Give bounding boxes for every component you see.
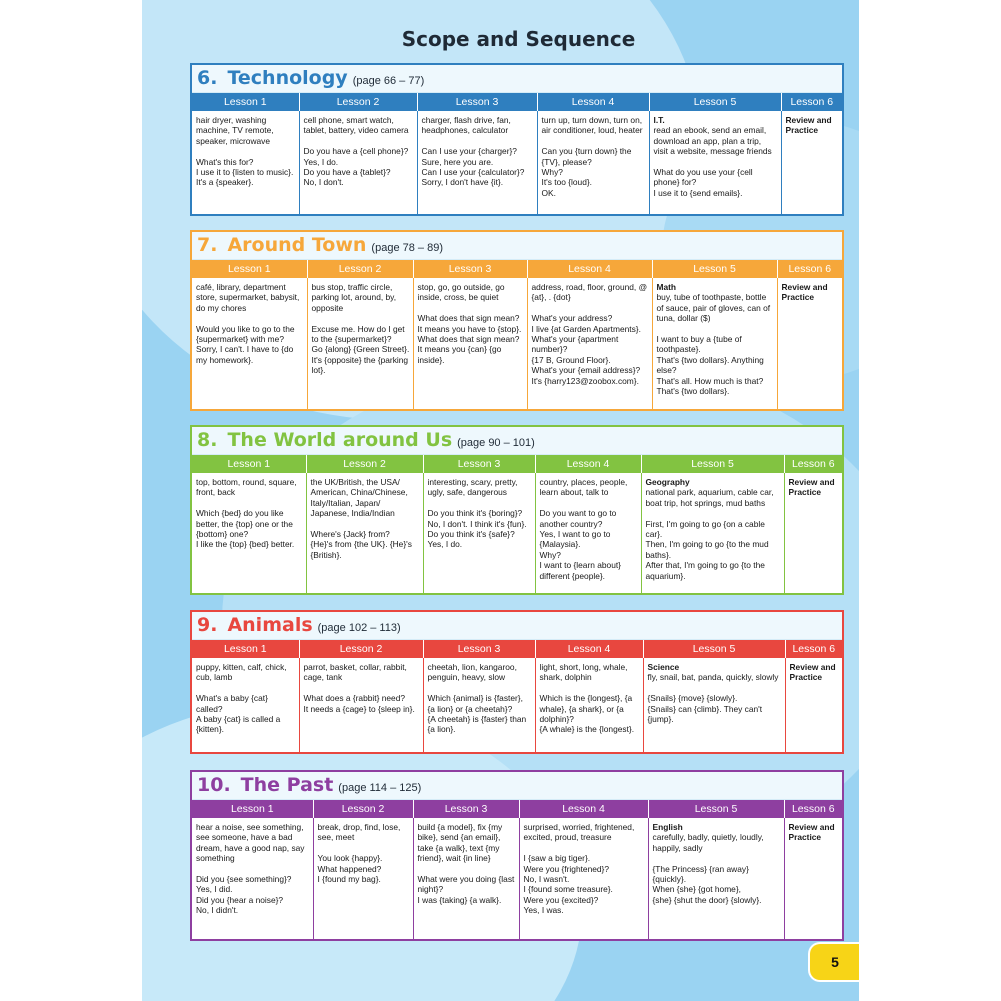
lesson-cell: cheetah, lion, kangaroo, penguin, heavy, slow Which {animal} is {faster}, {a lion} or {a cheetah}? {A cheetah} is {faster} than {a lion}. bbox=[423, 658, 535, 752]
lesson-header: Lesson 3 bbox=[413, 260, 527, 278]
lesson-cell: parrot, basket, collar, rabbit, cage, tank What does a {rabbit} need? It needs a {cage} to {sleep in}. bbox=[299, 658, 423, 752]
lesson-header: Lesson 4 bbox=[519, 800, 648, 818]
unit-title: Technology bbox=[227, 67, 348, 89]
lesson-cell: cell phone, smart watch, tablet, battery, video camera Do you have a {cell phone}? Yes, I do. Do you have a {tablet}? No, I don't. bbox=[299, 111, 417, 214]
lesson-header: Lesson 5 bbox=[649, 93, 781, 111]
lesson-cell: bus stop, traffic circle, parking lot, around, by, opposite Excuse me. How do I get to the {supermarket}? Go {along} {Green Street}. It's {opposite} the {parking lot}. bbox=[307, 278, 413, 409]
lesson-cell: build {a model}, fix {my bike}, send {an email}, take {a walk}, text {my friend}, wait {in line} What were you doing {last night}? I was {taking} {a walk}. bbox=[413, 818, 519, 939]
lesson-cell: break, drop, find, lose, see, meet You look {happy}. What happened? I {found my bag}. bbox=[313, 818, 413, 939]
lesson-cell: charger, flash drive, fan, headphones, calculator Can I use your {charger}? Sure, here you are. Can I use your {calculator}? Sorry, I don't have {it}. bbox=[417, 111, 537, 214]
lesson-cell: café, library, department store, supermarket, babysit, do my chores Would you like to go to the {supermarket} with me? Sorry, I can't. I have to {do my homework}. bbox=[192, 278, 307, 409]
subject-label: Science bbox=[647, 662, 680, 672]
lesson-header: Lesson 5 bbox=[648, 800, 784, 818]
unit-title: Around Town bbox=[227, 234, 367, 256]
unit-header bbox=[192, 772, 842, 800]
unit-number: 7. bbox=[197, 234, 218, 256]
unit-header bbox=[192, 232, 842, 260]
lesson-header: Lesson 3 bbox=[413, 800, 519, 818]
lesson-cell: puppy, kitten, calf, chick, cub, lamb What's a baby {cat} called? A baby {cat} is called a {kitten}. bbox=[192, 658, 299, 752]
lesson-header: Lesson 3 bbox=[417, 93, 537, 111]
lesson-table bbox=[192, 800, 842, 939]
unit-title: The World around Us bbox=[227, 429, 453, 451]
lesson-header: Lesson 2 bbox=[307, 260, 413, 278]
lesson-cell-cross-curricular bbox=[643, 658, 785, 752]
lesson-cell: light, short, long, whale, shark, dolphin Which is the {longest}, {a whale}, {a shark}, or {a dolphin}? {A whale} is the {longest}. bbox=[535, 658, 643, 752]
lesson-header: Lesson 4 bbox=[535, 640, 643, 658]
lesson-table bbox=[192, 640, 842, 752]
lesson-cell-text: read an ebook, send an email, download an app, plan a trip, visit a website, message friends What do you use your {cell phone} for? I use it to {send emails}. bbox=[653, 125, 772, 198]
lesson-cell: turn up, turn down, turn on, air conditioner, loud, heater Can you {turn down} the {TV}, please? Why? It's too {loud}. OK. bbox=[537, 111, 649, 214]
lesson-header: Lesson 5 bbox=[641, 455, 784, 473]
lesson-header: Lesson 4 bbox=[535, 455, 641, 473]
lesson-header: Lesson 4 bbox=[527, 260, 652, 278]
lesson-cell-text: buy, tube of toothpaste, bottle of sauce, pair of gloves, can of tuna, dollar ($) I want to buy a {tube of toothpaste}. That's {two dollars}. Anything else? That's all. How much is that? That's {two dollars}. bbox=[656, 292, 771, 397]
unit-pages: (page 90 – 101) bbox=[457, 437, 535, 449]
lesson-cell: country, places, people, learn about, talk to Do you want to go to another country? Yes, I want to go to {Malaysia}. Why? I want to {learn about} different {people}. bbox=[535, 473, 641, 593]
lesson-header: Lesson 4 bbox=[537, 93, 649, 111]
lesson-header: Lesson 2 bbox=[299, 93, 417, 111]
lesson-header: Lesson 6 bbox=[784, 800, 842, 818]
unit-header bbox=[192, 612, 842, 640]
unit-number: 9. bbox=[197, 614, 218, 636]
lesson-cell: stop, go, go outside, go inside, cross, be quiet What does that sign mean? It means you have to {stop}. What does that sign mean? It means you {can} {go inside}. bbox=[413, 278, 527, 409]
subject-label: English bbox=[652, 822, 683, 832]
unit-8-the-world-around-us bbox=[190, 425, 844, 595]
unit-title: Animals bbox=[227, 614, 313, 636]
lesson-header: Lesson 2 bbox=[299, 640, 423, 658]
subject-label: I.T. bbox=[653, 115, 665, 125]
lesson-header: Lesson 1 bbox=[192, 640, 299, 658]
lesson-cell-text: fly, snail, bat, panda, quickly, slowly {Snails} {move} {slowly}. {Snails} can {climb}. They can't {jump}. bbox=[647, 672, 779, 725]
lesson-cell: the UK/British, the USA/ American, China/Chinese, Italy/Italian, Japan/ Japanese, India/Indian Where's {Jack} from? {He}'s from {the UK}. {He}'s {British}. bbox=[306, 473, 423, 593]
lesson-cell: interesting, scary, pretty, ugly, safe, dangerous Do you think it's {boring}? No, I don't. I think it's {fun}. Do you think it's {safe}? Yes, I do. bbox=[423, 473, 535, 593]
unit-6-technology bbox=[190, 63, 844, 216]
lesson-cell: hear a noise, see something, see someone, have a bad dream, have a good nap, say something Did you {see something}? Yes, I did. Did you {hear a noise}? No, I didn't. bbox=[192, 818, 313, 939]
unit-header bbox=[192, 427, 842, 455]
lesson-header: Lesson 3 bbox=[423, 455, 535, 473]
lesson-header: Lesson 6 bbox=[784, 455, 842, 473]
lesson-table bbox=[192, 260, 842, 409]
lesson-cell-cross-curricular bbox=[648, 818, 784, 939]
lesson-cell: hair dryer, washing machine, TV remote, speaker, microwave What's this for? I use it to {listen to music}. It's a {speaker}. bbox=[192, 111, 299, 214]
lesson-cell-review: Review and Practice bbox=[785, 115, 832, 136]
lesson-header: Lesson 6 bbox=[781, 93, 842, 111]
unit-pages: (page 66 – 77) bbox=[352, 75, 425, 87]
lesson-cell-text: national park, aquarium, cable car, boat trip, hot springs, mud baths First, I'm going to go {on a cable car}. Then, I'm going to go {to the mud baths}. After that, I'm going to go {to the aquarium}. bbox=[645, 487, 774, 581]
subject-label: Math bbox=[656, 282, 677, 292]
lesson-header: Lesson 3 bbox=[423, 640, 535, 658]
unit-9-animals bbox=[190, 610, 844, 754]
lesson-cell-cross-curricular bbox=[641, 473, 784, 593]
lesson-header: Lesson 5 bbox=[652, 260, 777, 278]
lesson-cell: address, road, floor, ground, @ {at}, . {dot} What's your address? I live {at Garden Apartments}. What's your {apartment number}? {17 B, Ground Floor}. What's your {email address}? It's {harry123@zoobox.com}. bbox=[527, 278, 652, 409]
unit-title: The Past bbox=[240, 774, 334, 796]
unit-number: 8. bbox=[197, 429, 218, 451]
lesson-header: Lesson 1 bbox=[192, 800, 313, 818]
unit-header bbox=[192, 65, 842, 93]
unit-10-the-past bbox=[190, 770, 844, 941]
lesson-cell-review: Review and Practice bbox=[788, 822, 835, 843]
page-number: 5 bbox=[810, 944, 859, 980]
lesson-cell-review: Review and Practice bbox=[781, 282, 828, 303]
lesson-cell-cross-curricular bbox=[652, 278, 777, 409]
page bbox=[142, 0, 859, 1001]
lesson-cell-cross-curricular bbox=[649, 111, 781, 214]
unit-pages: (page 114 – 125) bbox=[338, 782, 422, 794]
lesson-header: Lesson 2 bbox=[306, 455, 423, 473]
lesson-header: Lesson 6 bbox=[777, 260, 842, 278]
lesson-cell-review: Review and Practice bbox=[789, 662, 836, 683]
lesson-table bbox=[192, 93, 842, 214]
lesson-header: Lesson 1 bbox=[192, 455, 306, 473]
lesson-header: Lesson 6 bbox=[785, 640, 842, 658]
lesson-cell-review: Review and Practice bbox=[788, 477, 835, 498]
lesson-header: Lesson 5 bbox=[643, 640, 785, 658]
subject-label: Geography bbox=[645, 477, 690, 487]
unit-pages: (page 78 – 89) bbox=[371, 242, 443, 254]
lesson-table bbox=[192, 455, 842, 593]
lesson-cell: top, bottom, round, square, front, back Which {bed} do you like better, the {top} one or the {bottom} one? I like the {top} {bed} better. bbox=[192, 473, 306, 593]
unit-number: 6. bbox=[197, 67, 218, 89]
lesson-header: Lesson 1 bbox=[192, 93, 299, 111]
unit-7-around-town bbox=[190, 230, 844, 411]
lesson-cell: surprised, worried, frightened, excited, proud, treasure I {saw a big tiger}. Were you {frightened}? No, I wasn't. I {found some treasure}. Were you {excited}? Yes, I was. bbox=[519, 818, 648, 939]
lesson-header: Lesson 2 bbox=[313, 800, 413, 818]
lesson-cell-text: carefully, badly, quietly, loudly, happily, sadly {The Princess} {ran away} {quickly}. When {she} {got home}, {she} {shut the door} {slowly}. bbox=[652, 832, 764, 905]
page-title: Scope and Sequence bbox=[401, 27, 636, 51]
unit-number: 10. bbox=[197, 774, 231, 796]
lesson-header: Lesson 1 bbox=[192, 260, 307, 278]
unit-pages: (page 102 – 113) bbox=[317, 622, 401, 634]
